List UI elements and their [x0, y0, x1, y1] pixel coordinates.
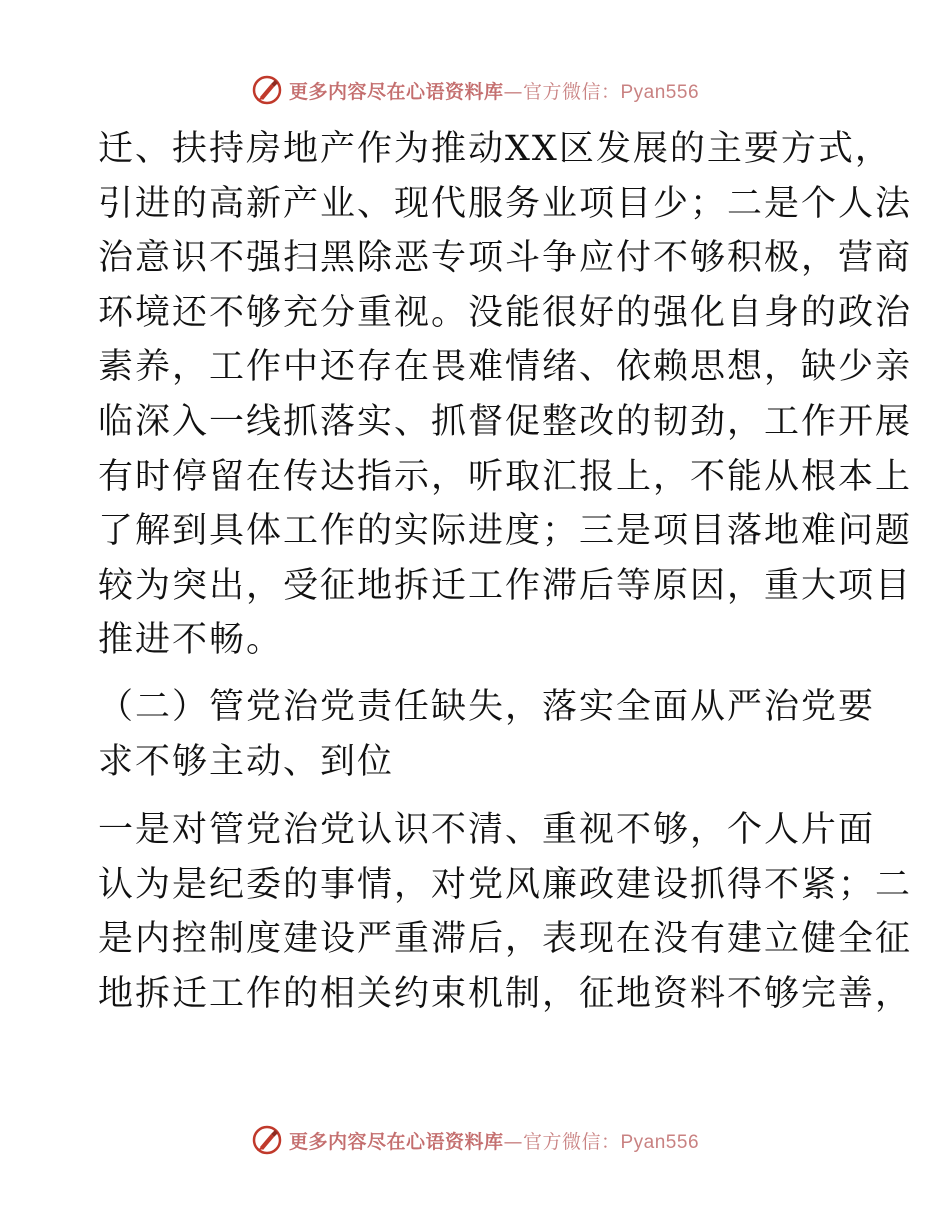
watermark-wechat-id: Pyan556 — [620, 81, 700, 103]
watermark-main-text: 更多内容尽在心语资料库 — [288, 80, 504, 103]
heading-line: （二）管党治党责任缺失，落实全面从严治党要 — [98, 686, 876, 727]
text-line: 认为是纪委的事情，对党风廉政建设抓得不紧；二 — [98, 864, 913, 905]
text-line: 素养，工作中还存在畏难情绪、依赖思想，缺少亲 — [98, 347, 913, 388]
watermark-label: 官方微信： — [522, 1130, 621, 1153]
document-body — [98, 122, 913, 1022]
footer-watermark — [0, 1120, 950, 1160]
text-line: 环境还不够充分重视。没能很好的强化自身的政治 — [98, 292, 913, 333]
text-line: 临深入一线抓落实、抓督促整改的韧劲，工作开展 — [98, 401, 913, 442]
header-watermark — [0, 70, 950, 110]
paragraph-1 — [98, 122, 913, 668]
watermark-separator: — — [503, 1130, 523, 1153]
watermark-text — [289, 77, 699, 104]
section-heading — [98, 680, 876, 789]
heading-line: 求不够主动、到位 — [98, 741, 395, 782]
watermark-wechat-id: Pyan556 — [620, 1131, 700, 1153]
text-line: 有时停留在传达指示，听取汇报上，不能从根本上 — [98, 456, 913, 497]
text-line: 引进的高新产业、现代服务业项目少；二是个人法 — [98, 183, 913, 224]
watermark-main-text: 更多内容尽在心语资料库 — [288, 1130, 504, 1153]
pen-logo-icon — [251, 1124, 283, 1156]
watermark-text — [289, 1127, 699, 1154]
watermark-label: 官方微信： — [522, 80, 621, 103]
text-line: 地拆迁工作的相关约束机制，征地资料不够完善， — [98, 973, 913, 1014]
text-line: 推进不畅。 — [98, 620, 284, 661]
pen-logo-icon — [251, 74, 283, 106]
paragraph-3 — [98, 803, 913, 1021]
text-line: 治意识不强扫黑除恶专项斗争应付不够积极，营商 — [98, 238, 913, 279]
watermark-separator: — — [503, 80, 523, 103]
text-line: 较为突出，受征地拆迁工作滞后等原因，重大项目 — [98, 565, 913, 606]
text-line: 是内控制度建设严重滞后，表现在没有建立健全征 — [98, 919, 913, 960]
text-line: 迁、扶持房地产作为推动XX区发展的主要方式， — [98, 129, 892, 169]
text-line: 一是对管党治党认识不清、重视不够，个人片面 — [98, 810, 876, 851]
text-line: 了解到具体工作的实际进度；三是项目落地难问题 — [98, 511, 913, 552]
